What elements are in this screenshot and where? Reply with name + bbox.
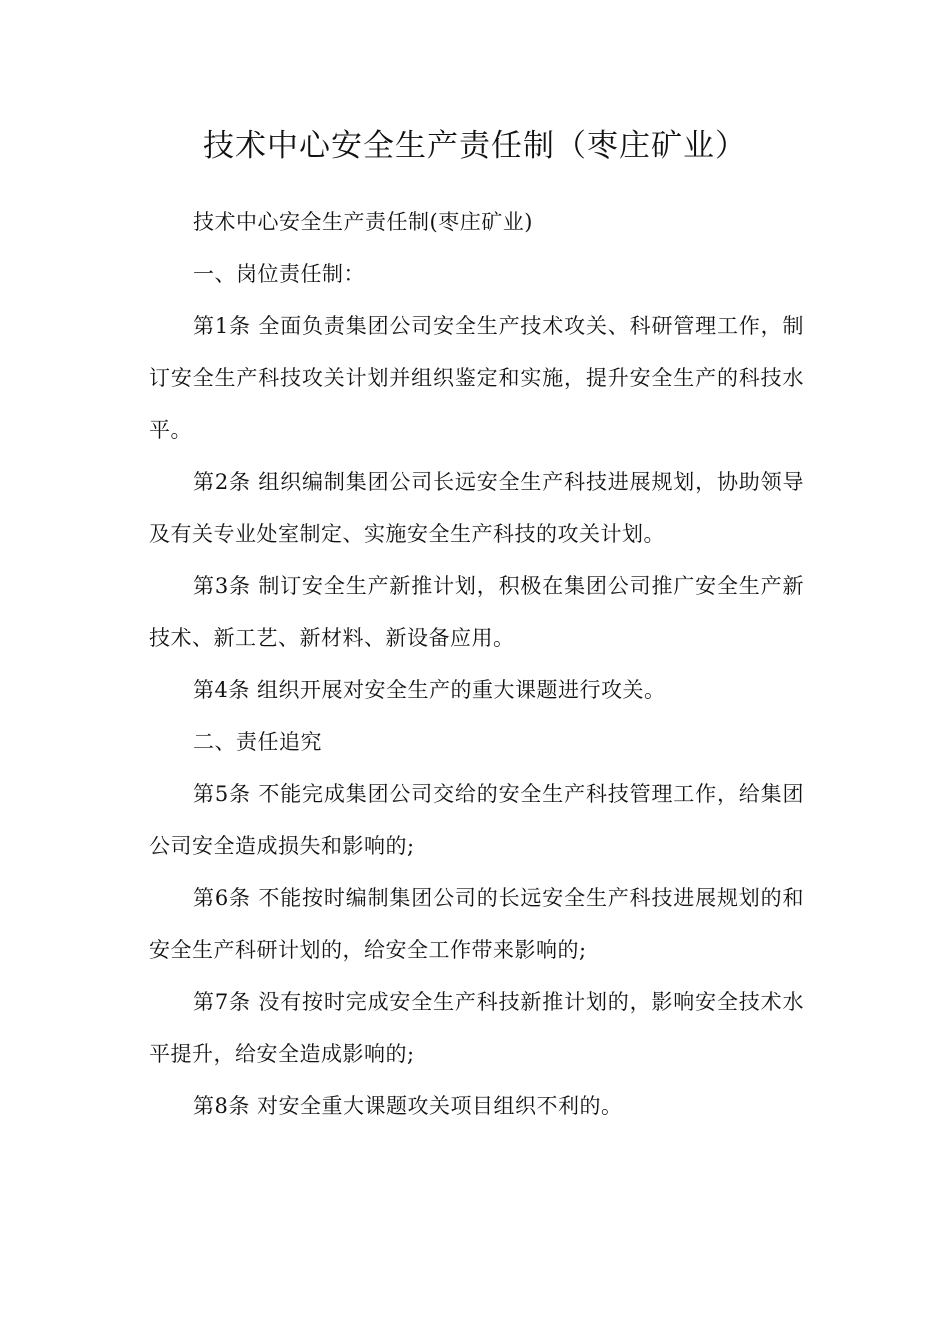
article-7-paragraph: 第7条 没有按时完成安全生产科技新推计划的，影响安全技术水平提升，给安全造成影响的; xyxy=(149,990,804,1066)
document-body xyxy=(149,196,804,1132)
subtitle-paragraph: 技术中心安全生产责任制(枣庄矿业) xyxy=(193,210,533,234)
section-heading-accountability: 二、责任追究 xyxy=(193,730,322,754)
section-heading-job-responsibility: 一、岗位责任制： xyxy=(193,262,365,286)
article-5-paragraph: 第5条 不能完成集团公司交给的安全生产科技管理工作，给集团公司安全造成损失和影响的; xyxy=(149,782,804,858)
article-1-paragraph: 第1条 全面负责集团公司安全生产技术攻关、科研管理工作，制订安全生产科技攻关计划并组织鉴定和实施，提升安全生产的科技水平。 xyxy=(149,314,804,442)
article-8-paragraph: 第8条 对安全重大课题攻关项目组织不利的。 xyxy=(193,1094,623,1118)
article-3-paragraph: 第3条 制订安全生产新推计划，积极在集团公司推广安全生产新技术、新工艺、新材料、新设备应用。 xyxy=(149,574,804,650)
article-4-paragraph: 第4条 组织开展对安全生产的重大课题进行攻关。 xyxy=(193,678,666,702)
document-title: 技术中心安全生产责任制（枣庄矿业） xyxy=(203,128,747,164)
article-2-paragraph: 第2条 组织编制集团公司长远安全生产科技进展规划，协助领导及有关专业处室制定、实施安全生产科技的攻关计划。 xyxy=(149,470,804,546)
article-6-paragraph: 第6条 不能按时编制集团公司的长远安全生产科技进展规划的和安全生产科研计划的，给安全工作带来影响的; xyxy=(149,886,804,962)
